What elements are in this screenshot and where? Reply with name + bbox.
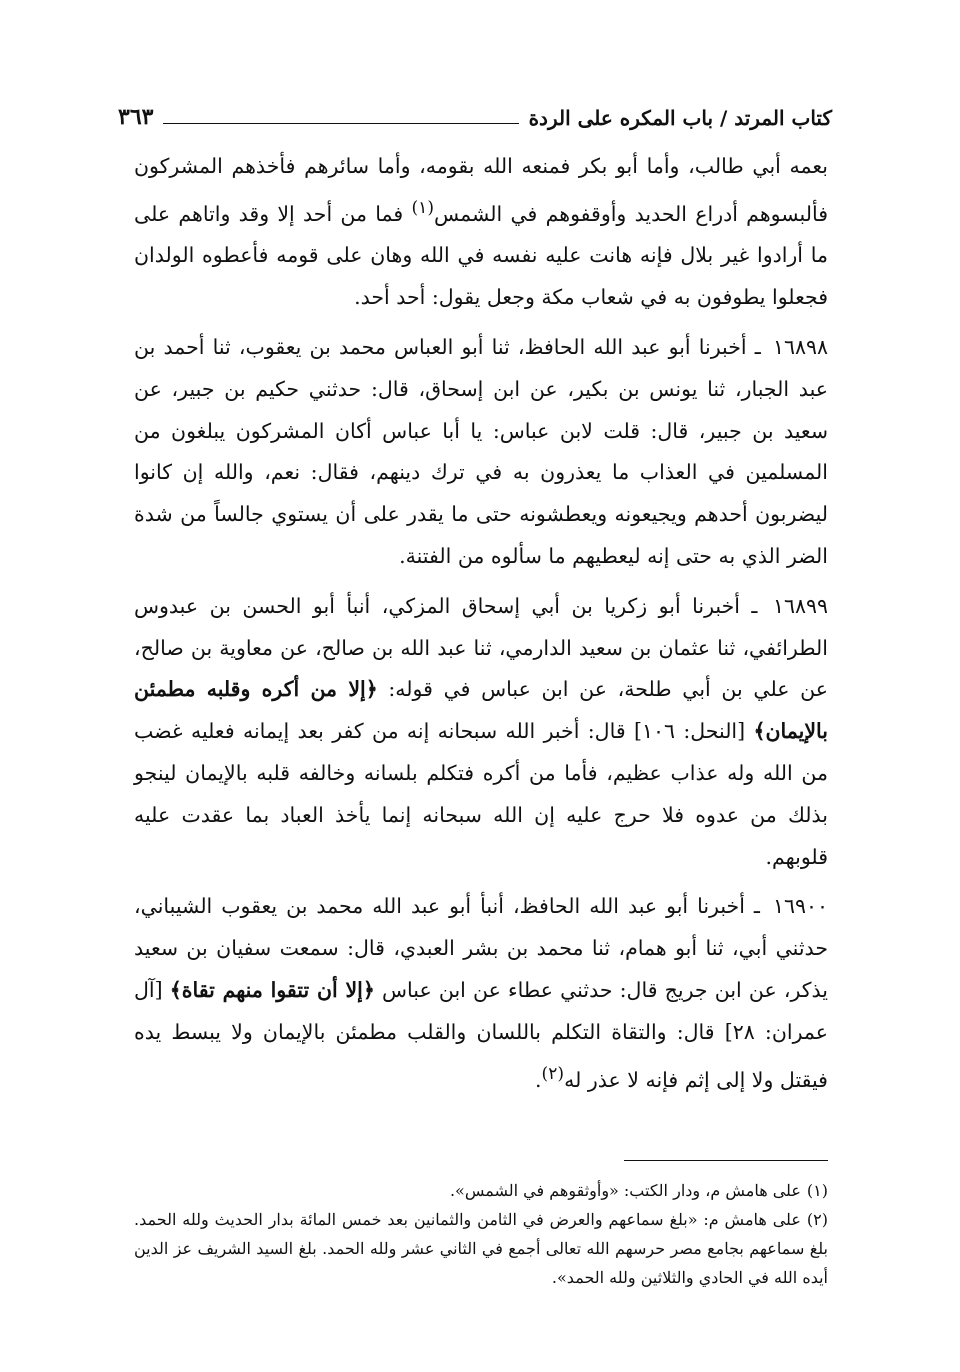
paragraph-text: بعمه أبي طالب، وأما أبو بكر فمنعه الله بقومه، وأما سائرهم فأخذهم المشركون فألبسوهم أدراع الحديد وأوقفوهم في الشمس [134, 154, 828, 226]
footnote-separator [624, 1160, 828, 1161]
running-header [118, 92, 832, 128]
hadith-text: ـ أخبرنا أبو عبد الله الحافظ، أنبأ أبو عبد الله محمد بن يعقوب الشيباني، حدثني أبي، ثنا أبو همام، ثنا محمد بن بشر العبدي، قال: سمعت سفيان بن سعيد يذكر، عن ابن جريج قال: حدثني عطاء عن ابن عباس [134, 894, 829, 1002]
hadith-number: ١٦٨٩٩ [772, 593, 828, 618]
quran-quote: ﴿إلا من أكره وقلبه مطمئن بالإيمان﴾ [134, 677, 828, 744]
footnote-1 [134, 1176, 828, 1205]
hadith-text: [النحل: ١٠٦] قال: أخبر الله سبحانه إنه من كفر بعد إيمانه فعليه غضب من الله وله عذاب عظيم، فأما من أكره فتكلم بلسانه وخالفه قلبه بالإيمان لينجو بذلك من عدوه فلا حرج عليه إن الله سبحانه إنما يأخذ العباد بما عقدت عليه قلوبهم. [134, 719, 828, 869]
quran-quote: ﴿إلا أن تتقوا منهم تقاة﴾ [169, 977, 375, 1002]
hadith-16899 [134, 586, 828, 879]
chapter-title: كتاب المرتد / باب المكره على الردة [528, 106, 832, 130]
page-number: ٣٦٣ [118, 104, 154, 130]
footnote-2 [134, 1205, 828, 1292]
hadith-number: ١٦٨٩٨ [772, 335, 828, 360]
footnote-text: على هامش م: «بلغ سماعهم والعرض في الثامن والثمانين بعد خمس المائة بدار الحديث ولله الحمد. بلغ سماعهم بجامع مصر حرسهم الله تعالى أجمع في الثاني عشر ولله الحمد. بلغ السيد الشريف عز الدين أيده الله في الحادي والثلاثين ولله الحمد». [134, 1210, 828, 1287]
hadith-16900 [134, 886, 828, 1101]
footnote-mark: (٢) [806, 1210, 828, 1229]
footnotes [134, 1176, 828, 1292]
footnote-text: على هامش م، ودار الكتب: «وأوثقوهم في الشمس». [449, 1181, 801, 1200]
footnote-ref-1[interactable]: (١) [411, 197, 434, 218]
hadith-text: ـ أخبرنا أبو زكريا بن أبي إسحاق المزكي، أنبأ أبو الحسن بن عبدوس الطرائفي، ثنا عثمان بن سعيد الدارمي، ثنا عبد الله بن صالح، عن معاوية بن صالح، عن علي بن أبي طلحة، عن ابن عباس في قوله: [134, 593, 828, 702]
hadith-16898 [134, 327, 828, 578]
paragraph-text: فما من أحد إلا وقد واتاهم على ما أرادوا غير بلال فإنه هانت عليه نفسه في الله وهان على قومه فأعطوه الولدان فجعلوا يطوفون به في شعاب مكة وجعل يقول: أحد أحد. [134, 201, 828, 310]
main-text [134, 146, 828, 1101]
hadith-text: ـ أخبرنا أبو عبد الله الحافظ، ثنا أبو العباس محمد بن يعقوب، ثنا أحمد بن عبد الجبار، ثنا يونس بن بكير، عن ابن إسحاق، قال: حدثني حكيم بن جبير، عن سعيد بن جبير، قال: قلت لابن عباس: يا أبا عباس أكان المشركون يبلغون من المسلمين في العذاب ما يعذرون به في ترك دينهم، فقال: نعم، والله إن كانوا ليضربون أحدهم ويجيعونه ويعطشونه حتى ما يقدر على أن يستوي جالساً من شدة الضر الذي به حتى إنه ليعطيهم ما سألوه من الفتنة. [134, 335, 828, 568]
footnote-ref-2[interactable]: (٢) [541, 1063, 565, 1084]
paragraph-continuation [134, 146, 828, 319]
hadith-text: [آل عمران: ٢٨] قال: والتقاة التكلم باللسان والقلب مطمئن بالإيمان ولا يبسط يده فيقتل ولا إلى إثم فإنه لا عذر له [134, 977, 828, 1092]
footnote-mark: (١) [806, 1181, 828, 1200]
hadith-number: ١٦٩٠٠ [772, 894, 828, 919]
header-rule [163, 123, 518, 124]
hadith-text: . [535, 1067, 542, 1092]
